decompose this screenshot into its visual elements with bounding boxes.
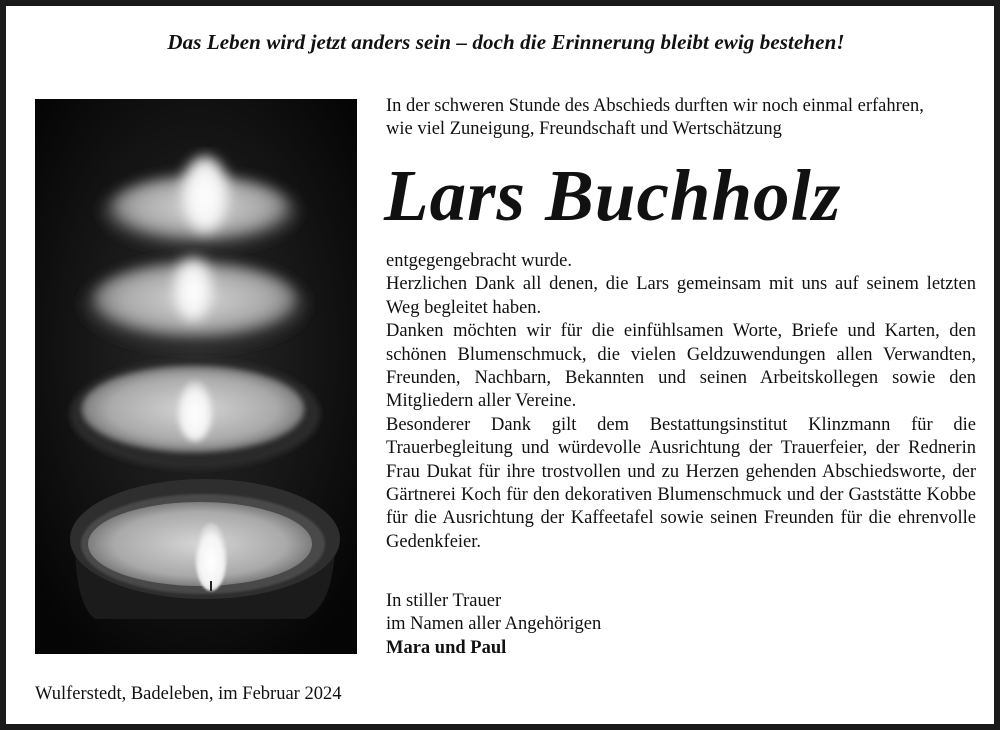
body-paragraph-4: Besonderer Dank gilt dem Bestattungsinstitut Klinzmann für die Trauerbegleitung und würdevolle Ausrichtung der Trauerfeier, der Rednerin Frau Dukat für ihre trostvollen und zu Herzen gehenden Abschiedsworte, der Gärtnerei Koch für den dekorativen Blumenschmuck und der Gaststätte Kobbe für die Ausrichtung der Kaffeetafel sowie seinen Freunden für die ehrenvolle Gedenkfeier. (386, 414, 976, 552)
intro-text (386, 95, 976, 142)
candles-photo (35, 99, 357, 654)
signature-line-1: In stiller Trauer (386, 591, 502, 611)
body-paragraph-2: Herzlichen Dank all denen, die Lars gemeinsam mit uns auf seinem letzten Weg begleitet haben. (386, 274, 976, 318)
body-paragraph-1: entgegengebracht wurde. (386, 251, 572, 271)
deceased-name: Lars Buchholz (384, 155, 842, 236)
body-paragraph-3: Danken möchten wir für die einfühlsamen Worte, Briefe und Karten, den schönen Blumenschmuck, die vielen Geldzuwendungen allen Verwandten, Freunden, Nachbarn, Bekannten und seinen Arbeitskollegen sowie den Mitgliedern aller Vereine. (386, 321, 976, 412)
signature-block (386, 590, 976, 660)
thanks-body (386, 250, 976, 554)
signature-line-2: im Namen aller Angehörigen (386, 614, 602, 635)
signature-names: Mara und Paul (386, 637, 507, 658)
intro-line-2: wie viel Zuneigung, Freundschaft und Wertschätzung (386, 119, 782, 140)
candle-3 (70, 359, 320, 469)
motto-heading: Das Leben wird jetzt anders sein – doch die Erinnerung bleibt ewig bestehen! (167, 30, 845, 54)
place-date: Wulferstedt, Badeleben, im Februar 2024 (35, 684, 342, 704)
candle-4 (70, 479, 340, 619)
intro-line-1: In der schweren Stunde des Abschieds durften wir noch einmal erfahren, (386, 96, 924, 116)
